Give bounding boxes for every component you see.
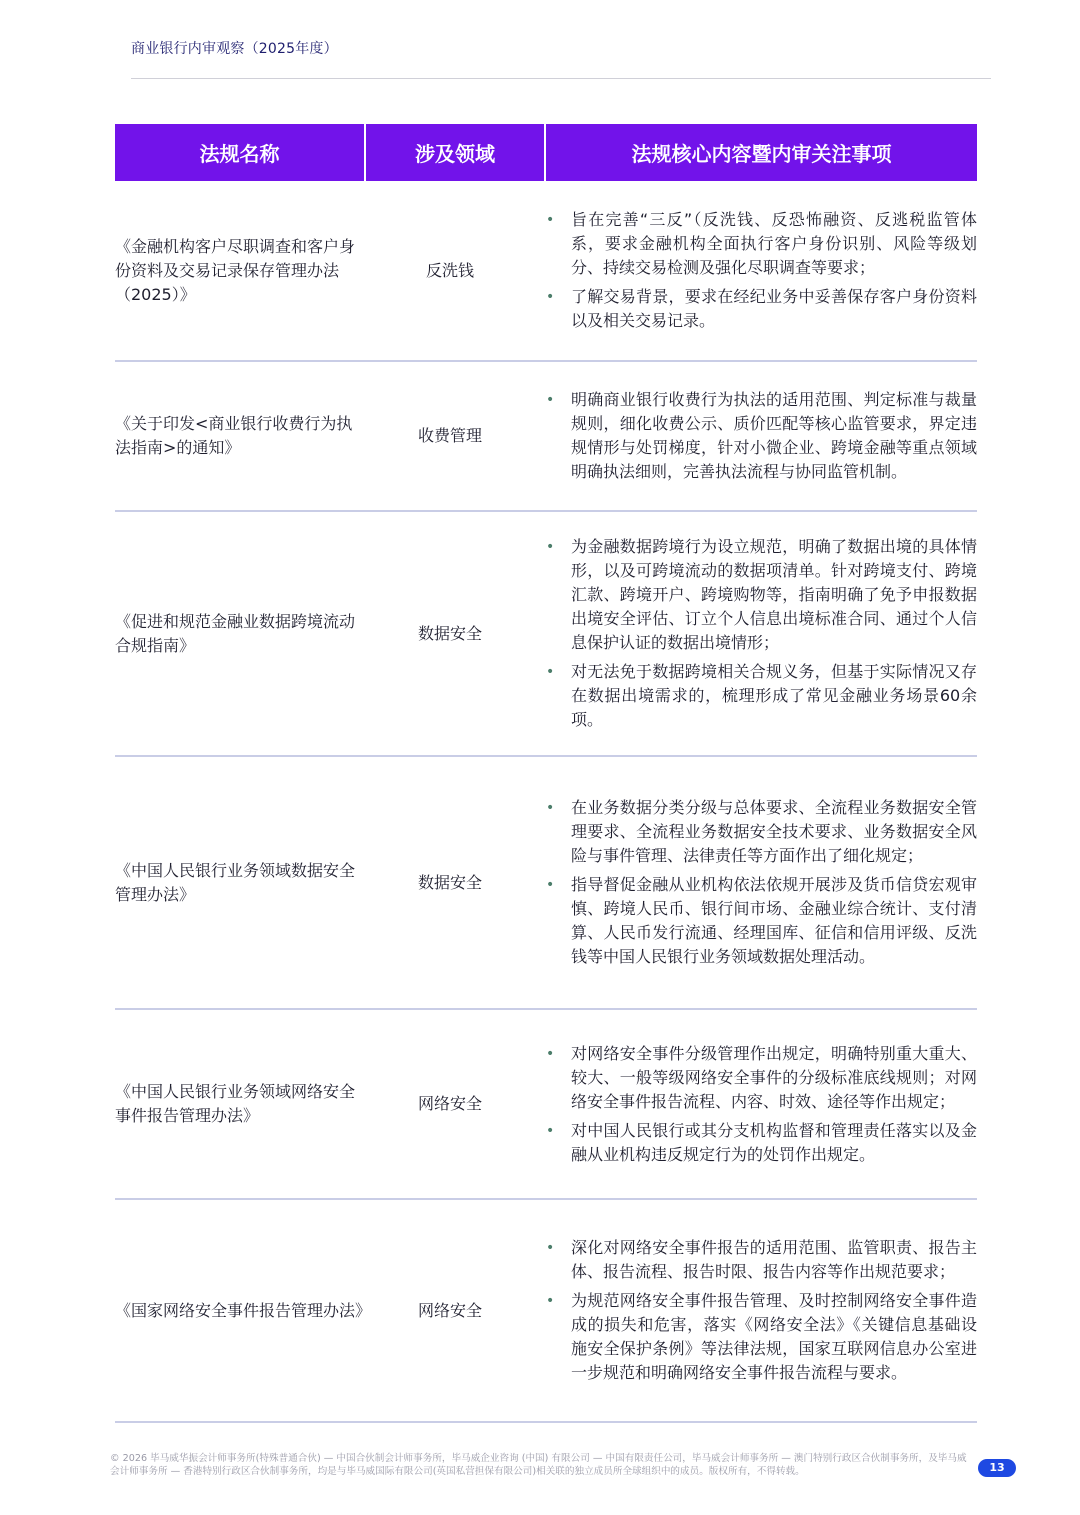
running-header-title: 商业银行内审观察（2025年度）: [131, 41, 338, 57]
regulation-content: [546, 1010, 977, 1200]
regulation-name: 《国家网络安全事件报告管理办法》: [115, 1200, 366, 1423]
regulation-content: [546, 362, 977, 512]
regulation-name: 《促进和规范金融业数据跨境流动合规指南》: [115, 512, 366, 757]
bullet-dot-icon: •: [546, 212, 555, 228]
regulation-domain: 网络安全: [366, 1200, 546, 1423]
content-point: [546, 535, 977, 655]
bullet-dot-icon: •: [546, 1240, 555, 1256]
footer-legal-notice: © 2026 毕马威华振会计师事务所(特殊普通合伙) — 中国合伙制会计师事务所，毕马威企业咨询 (中国) 有限公司 — 中国有限责任公司，毕马威会计师事务所 — 澳门特别行政区合伙制事务所，及毕马威会计师事务所 — 香港特别行政区合伙制事务所，均是与毕马威国际有限公司(英国私营担保有限公司)相关联的独立成员所全球组织中的成员。版权所有，不得转载。: [110, 1453, 967, 1477]
table-row: [115, 362, 977, 512]
table-row: [115, 512, 977, 757]
header-divider: [131, 78, 991, 79]
regulation-name: 《关于印发<商业银行收费行为执法指南>的通知》: [115, 362, 366, 512]
bullet-dot-icon: •: [546, 392, 555, 408]
regulation-domain: 数据安全: [366, 512, 546, 757]
table-row: [115, 1010, 977, 1200]
content-point: [546, 285, 977, 333]
content-point-text: 指导督促金融从业机构依法依规开展涉及货币信贷宏观审慎、跨境人民币、银行间市场、金融业综合统计、支付清算、人民币发行流通、经理国库、征信和信用评级、反洗钱等中国人民银行业务领域数据处理活动。: [571, 875, 977, 966]
regulation-name: 《中国人民银行业务领域数据安全管理办法》: [115, 757, 366, 1010]
table-header-row: [115, 124, 977, 181]
bullet-dot-icon: •: [546, 800, 555, 816]
bullet-dot-icon: •: [546, 1045, 555, 1062]
regulation-content: [546, 1200, 977, 1423]
content-point-text: 在业务数据分类分级与总体要求、全流程业务数据安全管理要求、全流程业务数据安全技术要求、业务数据安全风险与事件管理、法律责任等方面作出了细化规定；: [571, 798, 977, 865]
regulation-name: 《金融机构客户尽职调查和客户身份资料及交易记录保存管理办法（2025）》: [115, 181, 366, 362]
content-point-text: 对网络安全事件分级管理作出规定，明确特别重大重大、较大、一般等级网络安全事件的分级标准底线规则；对网络安全事件报告流程、内容、时效、途径等作出规定；: [571, 1043, 977, 1111]
column-header-content: 法规核心内容暨内审关注事项: [546, 124, 977, 181]
bullet-dot-icon: •: [546, 539, 555, 555]
content-point: [546, 873, 977, 969]
bullet-dot-icon: •: [546, 877, 555, 893]
table-row: [115, 1200, 977, 1423]
bullet-dot-icon: •: [546, 1293, 555, 1309]
content-point: [546, 388, 977, 484]
regulation-domain: 反洗钱: [366, 181, 546, 362]
table-row: [115, 181, 977, 362]
content-point: [546, 1119, 977, 1167]
content-point: [546, 1289, 977, 1385]
content-point-text: 为规范网络安全事件报告管理、及时控制网络安全事件造成的损失和危害，落实《网络安全法》《关键信息基础设施安全保护条例》等法律法规，国家互联网信息办公室进一步规范和明确网络安全事件报告流程与要求。: [571, 1291, 977, 1382]
column-header-domain: 涉及领域: [366, 124, 546, 181]
regulation-name: 《中国人民银行业务领域网络安全事件报告管理办法》: [115, 1010, 366, 1200]
table-row: [115, 757, 977, 1010]
content-point: [546, 796, 977, 868]
content-point: [546, 660, 977, 732]
column-header-name: 法规名称: [115, 124, 366, 181]
bullet-dot-icon: •: [546, 664, 555, 680]
content-point: [546, 208, 977, 280]
regulation-content: [546, 181, 977, 362]
regulation-domain: 收费管理: [366, 362, 546, 512]
page-number-badge: 13: [978, 1459, 1016, 1477]
content-point: [546, 1042, 977, 1114]
content-point-text: 深化对网络安全事件报告的适用范围、监管职责、报告主体、报告流程、报告时限、报告内容等作出规范要求；: [571, 1238, 977, 1281]
content-point-text: 明确商业银行收费行为执法的适用范围、判定标准与裁量规则，细化收费公示、质价匹配等核心监管要求，界定违规情形与处罚梯度，针对小微企业、跨境金融等重点领域明确执法细则，完善执法流程与协同监管机制。: [571, 390, 977, 481]
bullet-dot-icon: •: [546, 1122, 555, 1139]
regulation-domain: 数据安全: [366, 757, 546, 1010]
content-point-text: 为金融数据跨境行为设立规范，明确了数据出境的具体情形，以及可跨境流动的数据项清单。针对跨境支付、跨境汇款、跨境开户、跨境购物等，指南明确了免予申报数据出境安全评估、订立个人信息出境标准合同、通过个人信息保护认证的数据出境情形；: [571, 537, 977, 652]
bullet-dot-icon: •: [546, 289, 555, 305]
content-point: [546, 1236, 977, 1284]
regulation-content: [546, 512, 977, 757]
content-point-text: 旨在完善“三反”（反洗钱、反恐怖融资、反逃税监管体系，要求金融机构全面执行客户身份识别、风险等级划分、持续交易检测及强化尽职调查等要求；: [571, 210, 977, 277]
regulation-domain: 网络安全: [366, 1010, 546, 1200]
content-point-text: 了解交易背景，要求在经纪业务中妥善保存客户身份资料以及相关交易记录。: [571, 287, 977, 330]
content-point-text: 对中国人民银行或其分支机构监督和管理责任落实以及金融从业机构违反规定行为的处罚作出规定。: [571, 1120, 977, 1164]
regulations-table: [115, 124, 977, 1423]
content-point-text: 对无法免于数据跨境相关合规义务，但基于实际情况又存在数据出境需求的，梳理形成了常见金融业务场景60余项。: [571, 662, 977, 729]
regulation-content: [546, 757, 977, 1010]
